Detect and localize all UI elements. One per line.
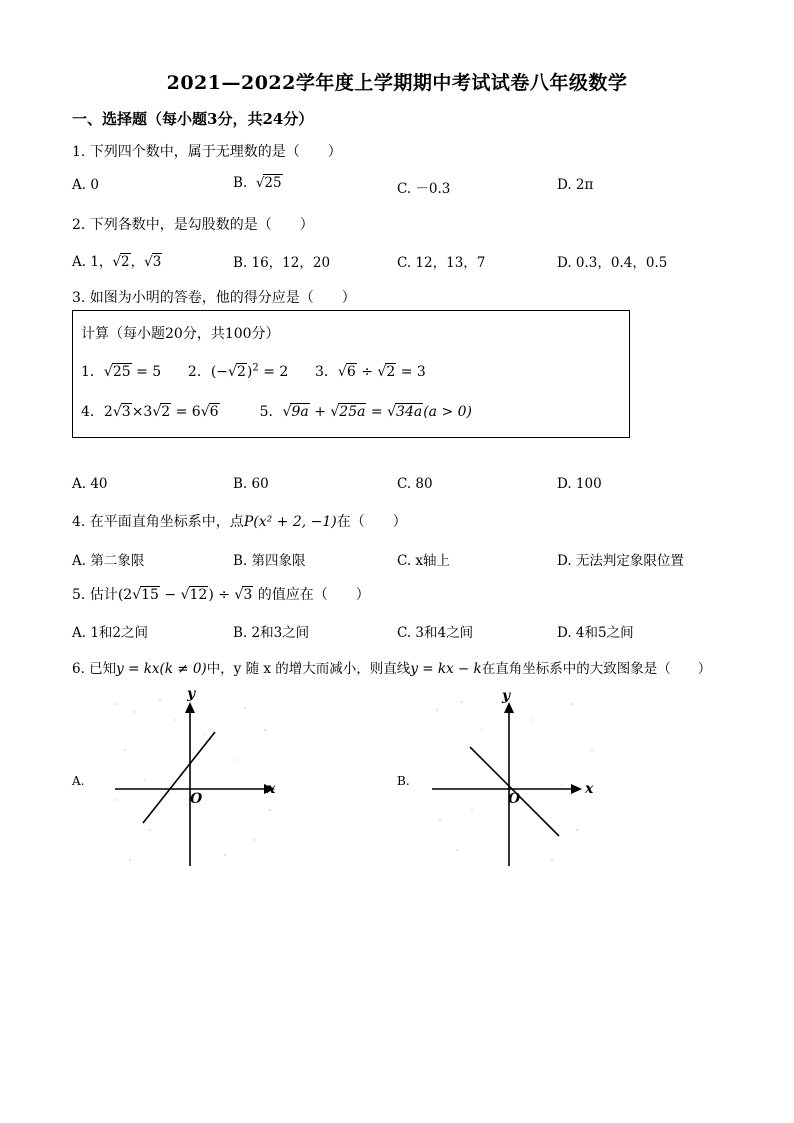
q3-option-b: B. 60 — [233, 476, 269, 492]
q2-option-d: D. 0.3，0.4，0.5 — [557, 255, 668, 271]
q4-option-c: C. x轴上 — [397, 553, 451, 569]
q6-option-b-label: B. — [397, 774, 410, 788]
q3-option-c: C. 80 — [397, 476, 433, 492]
q6-option-a-label: A. — [72, 774, 85, 788]
question-4-stem: 4. 在平面直角坐标系中，点P(x² + 2, −1)在（ ） — [72, 514, 407, 530]
q1-option-d: D. 2π — [557, 177, 594, 193]
answer-sheet-box — [72, 310, 630, 438]
graph-a-y-arrow — [185, 702, 195, 713]
question-6-stem: 6. 已知y = kx(k ≠ 0)中，y 随 x 的增大而减小，则直线y = kx − k在直角坐标系中的大致图象是（ ） — [72, 661, 712, 677]
graph-a-x-label: x — [267, 781, 276, 797]
q4-option-a: A. 第二象限 — [72, 553, 145, 569]
graph-a-noise — [114, 699, 270, 861]
q1-option-c: C. －0.3 — [397, 181, 451, 197]
q2-option-a: A. 1，√2，√3 — [72, 254, 162, 270]
graph-a-y-label: y — [187, 690, 196, 702]
question-3-stem: 3. 如图为小明的答卷，他的得分应是（ ） — [72, 290, 356, 306]
q6-graph-b — [422, 690, 602, 870]
graph-a-origin-label: O — [190, 791, 203, 807]
q4-option-d: D. 无法判定象限位置 — [557, 553, 684, 569]
q6-graph-a — [105, 690, 285, 870]
graph-b-x-arrow — [571, 784, 582, 794]
answer-sheet-heading: 计算（每小题20分，共100分） — [81, 326, 280, 342]
graph-a-line — [143, 732, 215, 823]
q1-option-b: B. √25 — [233, 175, 282, 191]
question-1-stem: 1. 下列四个数中，属于无理数的是（ ） — [72, 144, 342, 160]
answer-sheet-row-2: 4．2√3×3√2 = 6√6 5．√9a + √25a = √34a(a > 0) — [81, 404, 473, 420]
q5-option-c: C. 3和4之间 — [397, 625, 474, 641]
q1-option-a: A. 0 — [72, 177, 99, 193]
q2-option-b: B. 16，12，20 — [233, 255, 331, 271]
exam-title: 2021—2022学年度上学期期中考试试卷八年级数学 — [166, 72, 628, 94]
graph-b-noise — [436, 701, 593, 860]
q5-option-b: B. 2和3之间 — [233, 625, 310, 641]
section-heading: 一、选择题（每小题3分，共24分） — [72, 110, 314, 128]
q5-option-a: A. 1和2之间 — [72, 625, 149, 641]
q3-option-a: A. 40 — [72, 476, 108, 492]
q3-option-d: D. 100 — [557, 476, 602, 492]
question-2-stem: 2. 下列各数中，是勾股数的是（ ） — [72, 217, 314, 233]
q5-option-d: D. 4和5之间 — [557, 625, 634, 641]
answer-sheet-row-1: 1．√25 = 5 2．$(-√2)^2 = 2$ 3．√6 ÷ √2 = 3 — [81, 362, 426, 380]
q4-option-b: B. 第四象限 — [233, 553, 306, 569]
graph-b-y-label: y — [502, 690, 511, 704]
q2-option-c: C. 12，13，7 — [397, 255, 486, 271]
graph-b-origin-label: O — [508, 791, 521, 807]
question-5-stem: 5. 估计(2√15 − √12) ÷ √3 的值应在（ ） — [72, 587, 370, 603]
graph-b-x-label: x — [585, 781, 594, 797]
